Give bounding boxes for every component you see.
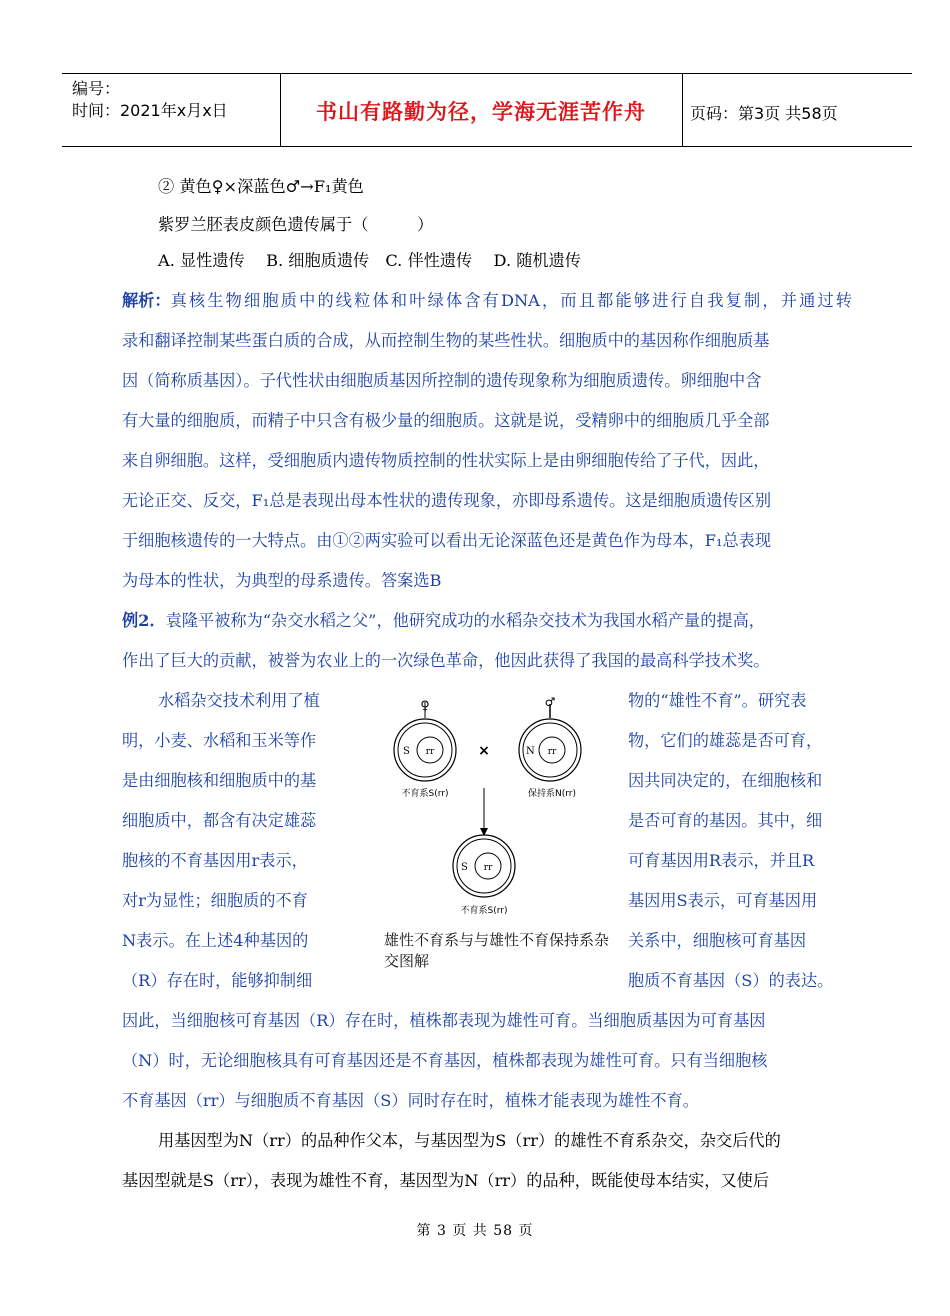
- offspring-line-label: 不育系S(rr): [460, 906, 508, 916]
- header-page-label: 页码：第3页 共58页: [690, 104, 838, 123]
- maintainer-nucleus-label: rr: [547, 747, 557, 757]
- header-code-label: 编号：: [72, 79, 121, 98]
- maintainer-cytoplasm-label: N: [526, 746, 535, 757]
- offspring-nucleus-label: rr: [483, 863, 493, 873]
- left-col-line: 水稻杂交技术利用了植: [158, 691, 320, 710]
- left-col-line: N表示。在上述4种基因的: [122, 931, 309, 950]
- header-divider-2: [682, 73, 683, 146]
- sterile-nucleus-label: rr: [425, 747, 435, 757]
- cross-2-line: ② 黄色♀×深蓝色♂→F₁黄色: [158, 177, 364, 196]
- analysis-line: 于细胞核遗传的一大特点。由①②两实验可以看出无论深蓝色还是黄色作为母本，F₁总表现: [122, 531, 772, 550]
- right-col-line: 胞质不育基因（S）的表达。: [628, 971, 834, 990]
- header-motto: 书山有路勤为径，学海无涯苦作舟: [316, 100, 646, 124]
- right-col-line: 关系中，细胞核可育基因: [628, 931, 807, 950]
- right-col-line: 物的“雄性不育”。研究表: [628, 691, 807, 710]
- left-col-line: 明，小麦、水稻和玉米等作: [122, 731, 317, 750]
- analysis-line: 录和翻译控制某些蛋白质的合成，从而控制生物的某些性状。细胞质中的基因称作细胞质基: [122, 331, 770, 350]
- left-col-line: （R）存在时，能够抑制细: [122, 971, 313, 990]
- analysis-first-line: [122, 290, 852, 312]
- analysis-line: 有大量的细胞质，而精子中只含有极少量的细胞质。这就是说，受精卵中的细胞质几乎全部: [122, 411, 770, 430]
- diagram-caption: 雄性不育系与与雄性不育保持系杂交图解: [384, 931, 610, 970]
- options-line: A. 显性遗传 B. 细胞质遗传 C. 伴性遗传 D. 随机遗传: [158, 251, 581, 270]
- analysis-label: 解析：: [122, 291, 171, 310]
- para2-line: 基因型就是S（rr），表现为雄性不育，基因型为N（rr）的品种，既能使母本结实，又使后: [122, 1171, 770, 1190]
- sterile-line-label: 不育系S(rr): [401, 789, 449, 799]
- header-top-rule: [62, 73, 912, 74]
- after-line: 不育基因（rr）与细胞质不育基因（S）同时存在时，植株才能表现为雄性不育。: [122, 1091, 699, 1110]
- analysis-text: 真核生物细胞质中的线粒体和叶绿体含有DNA，而且都能够进行自我复制，并通过转: [170, 291, 852, 310]
- example-label: 例2．: [122, 611, 166, 630]
- right-col-line: 可育基因用R表示，并且R: [628, 851, 815, 870]
- left-col-line: 对r为显性；细胞质的不育: [122, 891, 308, 910]
- left-col-line: 胞核的不育基因用r表示，: [122, 851, 308, 870]
- right-col-line: 因共同决定的，在细胞核和: [628, 771, 823, 790]
- maintainer-line-label: 保持系N(rr): [528, 789, 576, 799]
- question-line: 紫罗兰胚表皮颜色遗传属于（ ）: [158, 215, 434, 234]
- right-col-line: 物，它们的雄蕊是否可育，: [628, 731, 823, 750]
- left-col-line: 是由细胞核和细胞质中的基: [122, 771, 317, 790]
- sterile-cytoplasm-label: S: [403, 746, 410, 757]
- analysis-line: 无论正交、反交，F₁总是表现出母本性状的遗传现象，亦即母系遗传。这是细胞质遗传区别: [122, 491, 772, 510]
- after-line: 因此，当细胞核可育基因（R）存在时，植株都表现为雄性可育。当细胞质基因为可育基因: [122, 1011, 766, 1030]
- after-line: （N）时，无论细胞核具有可育基因还是不育基因，植株都表现为雄性可育。只有当细胞核: [122, 1051, 768, 1070]
- male-symbol-icon: ♂: [544, 695, 556, 709]
- page-footer: 第 3 页 共 58 页: [416, 1223, 534, 1239]
- right-col-line: 基因用S表示，可育基因用: [628, 891, 818, 910]
- offspring-cytoplasm-label: S: [461, 862, 468, 873]
- example-line: 作出了巨大的贡献，被誉为农业上的一次绿色革命，他因此获得了我国的最高科学技术奖。: [122, 651, 770, 670]
- header-bottom-rule: [62, 146, 912, 147]
- female-symbol-icon: ♀: [420, 699, 430, 714]
- para2-line: 用基因型为N（rr）的品种作父本，与基因型为S（rr）的雄性不育系杂交，杂交后代的: [158, 1131, 781, 1150]
- cross-icon: ×: [478, 743, 490, 759]
- analysis-line: 为母本的性状，为典型的母系遗传。答案选B: [122, 571, 442, 590]
- analysis-line: 因（简称质基因）。子代性状由细胞质基因所控制的遗传现象称为细胞质遗传。卵细胞中含: [122, 371, 762, 390]
- header-time-label: 时间：2021年x月x日: [72, 101, 228, 120]
- right-col-line: 是否可育的基因。其中，细: [628, 811, 823, 830]
- analysis-line: 来自卵细胞。这样，受细胞质内遗传物质控制的性状实际上是由卵细胞传给了子代，因此，: [122, 451, 770, 470]
- example-text: 袁隆平被称为“杂交水稻之父”，他研究成功的水稻杂交技术为我国水稻产量的提高，: [165, 611, 765, 630]
- example-first-line: [122, 610, 765, 632]
- left-col-line: 细胞质中，都含有决定雄蕊: [122, 811, 317, 830]
